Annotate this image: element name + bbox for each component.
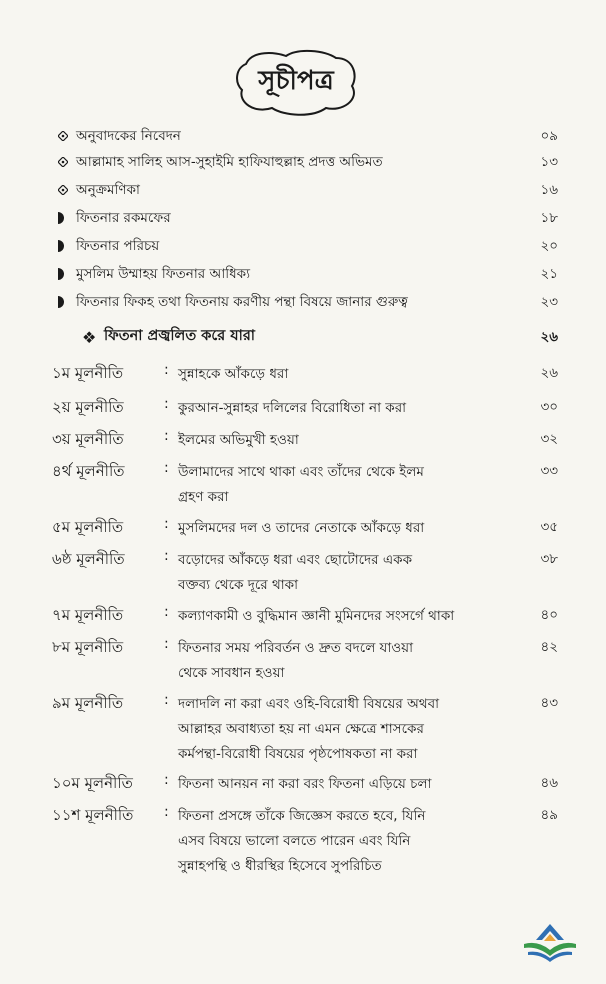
diamond-bullet-icon [58,157,72,167]
principle-label: ১১শ মূলনীতি [52,806,134,824]
principle-colon: : [164,362,169,378]
toc-entry-page: ১৩ [540,153,558,170]
principle-text [178,772,498,797]
principle-text-line: ফিতনা প্রসঙ্গে তাঁকে জিজ্ঞেস করতে হবে, যিনি [178,808,426,824]
half-circle-bullet-icon [58,296,72,308]
principle-text [178,396,498,421]
principle-page: ৩৮ [540,551,558,567]
section-heading-title: ফিতনা প্রজ্বলিত করে যারা [104,328,255,344]
principle-text [178,516,498,541]
principle-text-line: দলাদলি না করা এবং ওহি-বিরোধী বিষয়ের অথবা [178,696,439,712]
principle-text [178,548,498,598]
toc-entry[interactable] [58,205,558,231]
principle-text [178,636,498,686]
principle-colon: : [164,804,169,820]
toc-entry-page: ২০ [540,237,558,254]
principle-colon: : [164,604,169,620]
principle-label: ১০ম মূলনীতি [52,774,133,792]
diamond-bullet-icon [58,185,72,195]
principle-text-line: সুন্নাহপন্থি ও ধীরস্থির হিসেবে সুপরিচিত [178,858,382,874]
toc-entry-page: ১৮ [540,209,558,226]
toc-entry[interactable] [58,177,558,203]
toc-entry-title: আল্লামাহ সালিহ আস-সুহাইমি হাফিযাহুল্লাহ প্রদত্ত অভিমত [76,153,383,170]
principle-page: ৪৯ [540,807,558,823]
principle-page: ৩২ [540,431,558,447]
principle-text [178,692,498,767]
principle-label: ৮ম মূলনীতি [52,638,124,656]
toc-entry-page: ২১ [540,265,558,282]
principle-colon: : [164,516,169,532]
toc-entry-title: অনুবাদকের নিবেদন [76,127,181,144]
principle-text [178,804,498,879]
principle-text-line: উলামাদের সাথে থাকা এবং তাঁদের থেকে ইলম [178,464,424,480]
principle-text-line: বড়োদের আঁকড়ে ধরা এবং ছোটোদের একক [178,552,413,568]
half-circle-bullet-icon [58,268,72,280]
principle-label: ৯ম মূলনীতি [52,694,124,712]
toc-entry-title: মুসলিম উম্মাহয় ফিতনার আধিক্য [76,265,250,282]
principle-label: ৬ষ্ঠ মূলনীতি [52,550,125,568]
toc-entry[interactable] [58,149,558,175]
principle-page: ২৬ [540,365,558,381]
principle-text-line: কর্মপন্থা-বিরোধী বিষয়ের পৃষ্ঠপোষকতা না করা [178,746,418,762]
principle-page: ৩০ [540,399,558,415]
principle-text-line: ফিতনা আনয়ন না করা বরং ফিতনা এড়িয়ে চলা [178,776,432,792]
section-heading[interactable] [82,324,558,350]
principle-label: ২য় মূলনীতি [52,398,124,416]
principle-text-line: ইলমের অভিমুখী হওয়া [178,432,299,448]
principle-colon: : [164,636,169,652]
toc-entry-page: ২৩ [540,293,558,310]
toc-entry-page: ০৯ [540,127,558,144]
principle-text-line: থেকে সাবধান হওয়া [178,665,285,681]
principle-colon: : [164,548,169,564]
principle-page: ৩৩ [540,463,558,479]
principle-label: ১ম মূলনীতি [52,364,124,382]
principle-colon: : [164,460,169,476]
principle-text-line: কুরআন-সুন্নাহর দলিলের বিরোধিতা না করা [178,400,407,416]
principle-text [178,460,498,510]
publisher-logo [520,920,580,964]
principle-text [178,362,498,387]
diamond-bullet-icon [58,131,72,141]
principle-page: ৪২ [540,639,558,655]
principle-colon: : [164,396,169,412]
toc-entry[interactable] [58,233,558,259]
principle-text-line: সুন্নাহকে আঁকড়ে ধরা [178,366,289,382]
section-heading-page: ২৬ [540,328,558,345]
principle-page: ৪৩ [540,695,558,711]
principle-text-line: এসব বিষয়ে ভালো বলতে পারেন এবং যিনি [178,833,411,849]
principle-text-line: ফিতনার সময় পরিবর্তন ও দ্রুত বদলে যাওয়া [178,640,414,656]
half-circle-bullet-icon [58,240,72,252]
principle-page: ৪০ [540,607,558,623]
principle-text [178,604,498,629]
toc-entry[interactable] [58,289,558,315]
principle-label: ৪র্থ মূলনীতি [52,462,125,480]
principle-label: ৭ম মূলনীতি [52,606,124,624]
principle-page: ৪৬ [540,775,558,791]
toc-entry-title: ফিতনার পরিচয় [76,237,160,254]
principle-page: ৩৫ [540,519,558,535]
half-circle-bullet-icon [58,212,72,224]
principle-label: ৩য় মূলনীতি [52,430,124,448]
principle-text-line: বক্তব্য থেকে দূরে থাকা [178,577,298,593]
toc-entry-title: অনুক্রমণিকা [76,181,140,198]
principle-text-line: গ্রহণ করা [178,489,229,505]
principle-text [178,428,498,453]
principle-label: ৫ম মূলনীতি [52,518,124,536]
principle-colon: : [164,772,169,788]
principle-text-line: আল্লাহর অবাধ্যতা হয় না এমন ক্ষেত্রে শাসকের [178,721,424,737]
principle-colon: : [164,692,169,708]
toc-entry-title: ফিতনার ফিকহ তথা ফিতনায় করণীয় পন্থা বিষয়ে জানার গুরুত্ব [76,293,408,310]
toc-entry[interactable] [58,123,558,149]
principle-text-line: কল্যাণকামী ও বুদ্ধিমান জ্ঞানী মুমিনদের সংসর্গে থাকা [178,608,455,624]
principle-colon: : [164,428,169,444]
toc-entry[interactable] [58,261,558,287]
toc-entry-title: ফিতনার রকমফের [76,209,171,226]
toc-entry-page: ১৬ [540,181,558,198]
title-badge [232,46,360,118]
page-title: সূচীপত্র [258,66,334,96]
section-marker-icon: ❖ [82,327,97,347]
principle-text-line: মুসলিমদের দল ও তাদের নেতাকে আঁকড়ে ধরা [178,520,425,536]
